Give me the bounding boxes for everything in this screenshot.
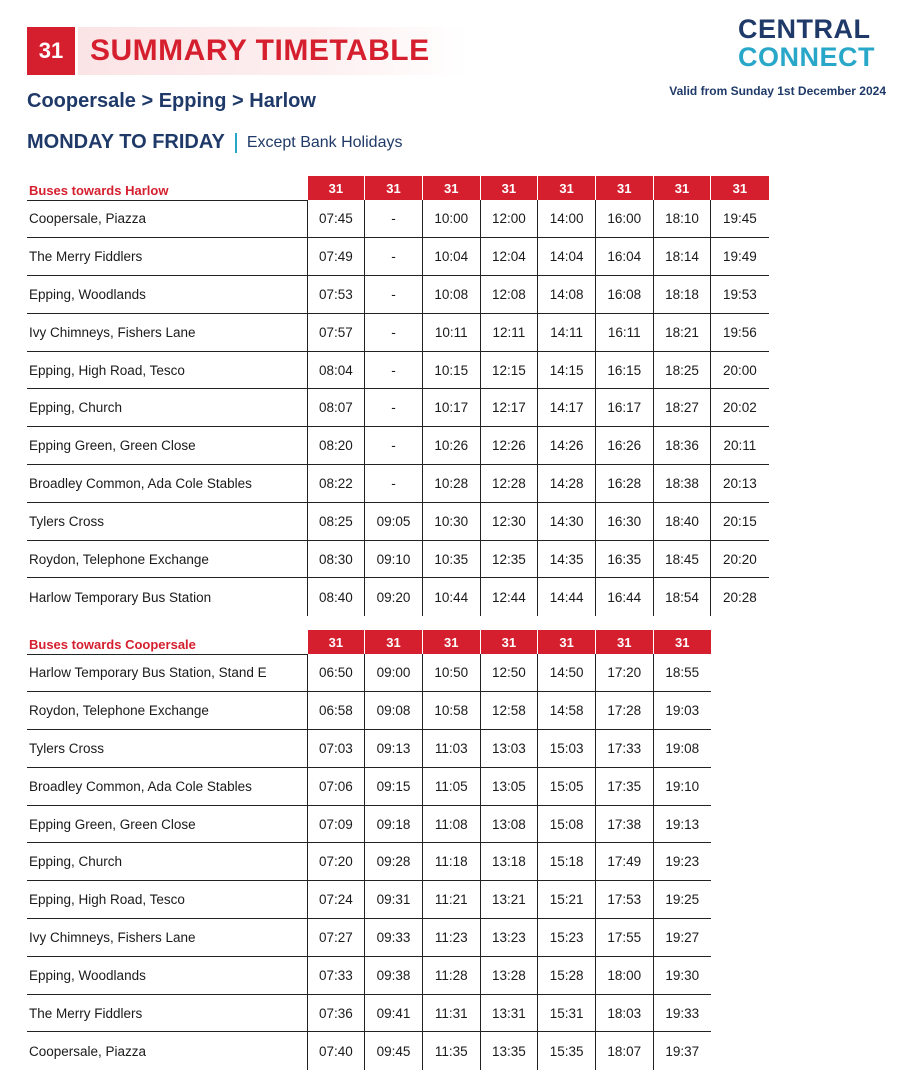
departure-time: 13:21 xyxy=(480,881,538,919)
departure-time: 14:15 xyxy=(538,351,596,389)
departure-time: 09:08 xyxy=(365,692,423,730)
stop-name: Tylers Cross xyxy=(27,502,307,540)
table-row xyxy=(27,956,711,994)
departure-time: 10:04 xyxy=(422,238,480,276)
departure-time: 16:04 xyxy=(595,238,653,276)
departure-time: 10:08 xyxy=(422,276,480,314)
departure-time: 13:18 xyxy=(480,843,538,881)
stop-name: Harlow Temporary Bus Station, Stand E xyxy=(27,654,307,692)
departure-time: 15:23 xyxy=(538,919,596,957)
stop-name: Epping Green, Green Close xyxy=(27,427,307,465)
departure-time: 10:44 xyxy=(422,578,480,616)
departure-time: - xyxy=(365,351,423,389)
departure-time: 12:58 xyxy=(480,692,538,730)
table-row xyxy=(27,427,769,465)
departure-time: 06:58 xyxy=(307,692,365,730)
departure-time: 07:40 xyxy=(307,1032,365,1070)
departure-time: 13:28 xyxy=(480,956,538,994)
departure-time: - xyxy=(365,465,423,503)
departure-time: 16:00 xyxy=(595,200,653,238)
table-heading: Buses towards Coopersale xyxy=(27,630,307,654)
departure-time: 13:05 xyxy=(480,767,538,805)
departure-time: 19:33 xyxy=(653,994,711,1032)
logo-line-2: CONNECT xyxy=(738,42,875,72)
table-heading: Buses towards Harlow xyxy=(27,176,307,200)
departure-time: 07:57 xyxy=(307,313,365,351)
table-row xyxy=(27,389,769,427)
departure-time: 18:07 xyxy=(595,1032,653,1070)
departure-time: 11:31 xyxy=(422,994,480,1032)
departure-time: 16:35 xyxy=(595,540,653,578)
departure-time: 19:49 xyxy=(711,238,769,276)
departure-time: 14:17 xyxy=(538,389,596,427)
departure-time: 19:37 xyxy=(653,1032,711,1070)
departure-time: 10:17 xyxy=(422,389,480,427)
departure-time: 11:21 xyxy=(422,881,480,919)
departure-time: 18:38 xyxy=(653,465,711,503)
departure-time: 18:18 xyxy=(653,276,711,314)
departure-time: 18:10 xyxy=(653,200,711,238)
table-row xyxy=(27,994,711,1032)
departure-time: - xyxy=(365,276,423,314)
departure-time: 07:45 xyxy=(307,200,365,238)
timetable-towards-harlow xyxy=(27,176,769,616)
departure-time: 18:00 xyxy=(595,956,653,994)
departure-time: 14:04 xyxy=(538,238,596,276)
departure-time: 07:20 xyxy=(307,843,365,881)
departure-time: 14:11 xyxy=(538,313,596,351)
departure-time: 20:15 xyxy=(711,502,769,540)
departure-time: 07:03 xyxy=(307,730,365,768)
departure-time: 10:50 xyxy=(422,654,480,692)
table-row xyxy=(27,502,769,540)
departure-time: 09:10 xyxy=(365,540,423,578)
table-row xyxy=(27,881,711,919)
stop-name: Broadley Common, Ada Cole Stables xyxy=(27,767,307,805)
service-number-header: 31 xyxy=(422,630,480,654)
route-number-badge: 31 xyxy=(27,27,75,75)
page-title: SUMMARY TIMETABLE xyxy=(90,34,430,67)
stop-name: Roydon, Telephone Exchange xyxy=(27,692,307,730)
departure-time: 17:35 xyxy=(595,767,653,805)
table-row xyxy=(27,276,769,314)
service-number-header: 31 xyxy=(480,630,538,654)
departure-time: 16:26 xyxy=(595,427,653,465)
departure-time: 08:22 xyxy=(307,465,365,503)
departure-time: 18:25 xyxy=(653,351,711,389)
departure-time: 10:00 xyxy=(422,200,480,238)
table-row xyxy=(27,767,711,805)
departure-time: 09:38 xyxy=(365,956,423,994)
departure-time: 15:31 xyxy=(538,994,596,1032)
departure-time: 12:26 xyxy=(480,427,538,465)
departure-time: 10:35 xyxy=(422,540,480,578)
table-row xyxy=(27,465,769,503)
departure-time: 15:35 xyxy=(538,1032,596,1070)
departure-time: 08:30 xyxy=(307,540,365,578)
departure-time: 09:15 xyxy=(365,767,423,805)
departure-time: 11:05 xyxy=(422,767,480,805)
departure-time: 07:09 xyxy=(307,805,365,843)
days-note: Except Bank Holidays xyxy=(246,133,403,151)
service-number-header: 31 xyxy=(538,630,596,654)
departure-time: 15:18 xyxy=(538,843,596,881)
departure-time: 20:11 xyxy=(711,427,769,465)
departure-time: 16:28 xyxy=(595,465,653,503)
title-band xyxy=(78,27,468,75)
departure-time: 18:36 xyxy=(653,427,711,465)
departure-time: - xyxy=(365,389,423,427)
departure-time: - xyxy=(365,238,423,276)
days-separator xyxy=(235,133,237,153)
table-row xyxy=(27,351,769,389)
table-row xyxy=(27,919,711,957)
service-number-header: 31 xyxy=(365,176,423,200)
departure-time: 11:08 xyxy=(422,805,480,843)
stop-name: The Merry Fiddlers xyxy=(27,994,307,1032)
departure-time: 10:58 xyxy=(422,692,480,730)
table-row xyxy=(27,238,769,276)
departure-time: 09:20 xyxy=(365,578,423,616)
logo-line-1: CENTRAL xyxy=(738,14,871,44)
departure-time: 15:21 xyxy=(538,881,596,919)
service-number-header: 31 xyxy=(653,630,711,654)
departure-time: 09:18 xyxy=(365,805,423,843)
stop-name: Broadley Common, Ada Cole Stables xyxy=(27,465,307,503)
days-heading xyxy=(27,131,402,154)
departure-time: 09:00 xyxy=(365,654,423,692)
departure-time: 09:45 xyxy=(365,1032,423,1070)
table-row xyxy=(27,578,769,616)
departure-time: 19:45 xyxy=(711,200,769,238)
service-number-header: 31 xyxy=(307,630,365,654)
table-row xyxy=(27,540,769,578)
stop-name: Epping, Woodlands xyxy=(27,956,307,994)
departure-time: 15:28 xyxy=(538,956,596,994)
table-row xyxy=(27,730,711,768)
departure-time: 17:49 xyxy=(595,843,653,881)
departure-time: 14:35 xyxy=(538,540,596,578)
departure-time: 13:35 xyxy=(480,1032,538,1070)
departure-time: 06:50 xyxy=(307,654,365,692)
departure-time: 20:13 xyxy=(711,465,769,503)
departure-time: 15:03 xyxy=(538,730,596,768)
stop-name: Roydon, Telephone Exchange xyxy=(27,540,307,578)
departure-time: 20:20 xyxy=(711,540,769,578)
departure-time: 09:05 xyxy=(365,502,423,540)
departure-time: 18:14 xyxy=(653,238,711,276)
departure-time: 14:58 xyxy=(538,692,596,730)
departure-time: 14:28 xyxy=(538,465,596,503)
departure-time: 13:08 xyxy=(480,805,538,843)
stop-name: The Merry Fiddlers xyxy=(27,238,307,276)
departure-time: 18:55 xyxy=(653,654,711,692)
stop-name: Coopersale, Piazza xyxy=(29,1043,147,1059)
departure-time: 18:45 xyxy=(653,540,711,578)
departure-time: 11:23 xyxy=(422,919,480,957)
departure-time: 19:27 xyxy=(653,919,711,957)
departure-time: 12:11 xyxy=(480,313,538,351)
departure-time: 14:44 xyxy=(538,578,596,616)
departure-time: 08:04 xyxy=(307,351,365,389)
stop-name: Epping Green, Green Close xyxy=(27,805,307,843)
departure-time: 14:26 xyxy=(538,427,596,465)
stop-name: Ivy Chimneys, Fishers Lane xyxy=(27,313,307,351)
departure-time: 13:23 xyxy=(480,919,538,957)
departure-time: 07:36 xyxy=(307,994,365,1032)
departure-time: 10:15 xyxy=(422,351,480,389)
departure-time: 18:40 xyxy=(653,502,711,540)
stop-name: Epping, Church xyxy=(27,389,307,427)
departure-time: 07:27 xyxy=(307,919,365,957)
departure-time: 19:10 xyxy=(653,767,711,805)
departure-time: 18:03 xyxy=(595,994,653,1032)
table-row xyxy=(27,200,769,238)
departure-time: - xyxy=(365,427,423,465)
service-number-header: 31 xyxy=(480,176,538,200)
stop-name: Harlow Temporary Bus Station xyxy=(29,589,212,605)
departure-time: 17:55 xyxy=(595,919,653,957)
stop-name: Coopersale, Piazza xyxy=(27,200,307,238)
central-connect-logo xyxy=(736,14,886,74)
departure-time: 15:08 xyxy=(538,805,596,843)
departure-time: 14:50 xyxy=(538,654,596,692)
departure-time: 12:30 xyxy=(480,502,538,540)
table-row xyxy=(27,843,711,881)
departure-time: 08:40 xyxy=(307,578,365,616)
service-number-header: 31 xyxy=(653,176,711,200)
departure-time: 14:08 xyxy=(538,276,596,314)
departure-time: 08:25 xyxy=(307,502,365,540)
stop-name: Epping, Woodlands xyxy=(27,276,307,314)
departure-time: 16:08 xyxy=(595,276,653,314)
departure-time: 18:54 xyxy=(653,578,711,616)
departure-time: 11:18 xyxy=(422,843,480,881)
service-number-header: 31 xyxy=(538,176,596,200)
service-number-header: 31 xyxy=(711,176,769,200)
departure-time: 19:08 xyxy=(653,730,711,768)
departure-time: 08:07 xyxy=(307,389,365,427)
service-number-header: 31 xyxy=(595,630,653,654)
departure-time: 18:21 xyxy=(653,313,711,351)
departure-time: 07:49 xyxy=(307,238,365,276)
departure-time: 11:03 xyxy=(422,730,480,768)
departure-time: 12:04 xyxy=(480,238,538,276)
departure-time: - xyxy=(365,200,423,238)
stop-name: Tylers Cross xyxy=(27,730,307,768)
departure-time: 16:30 xyxy=(595,502,653,540)
departure-time: 07:53 xyxy=(307,276,365,314)
departure-time: 20:00 xyxy=(711,351,769,389)
departure-time: 09:33 xyxy=(365,919,423,957)
departure-time: 16:17 xyxy=(595,389,653,427)
departure-time: 17:28 xyxy=(595,692,653,730)
departure-time: 10:30 xyxy=(422,502,480,540)
departure-time: 08:20 xyxy=(307,427,365,465)
departure-time: 14:00 xyxy=(538,200,596,238)
departure-time: 12:08 xyxy=(480,276,538,314)
table-row xyxy=(27,654,711,692)
departure-time: 09:28 xyxy=(365,843,423,881)
stop-name: Epping, High Road, Tesco xyxy=(27,351,307,389)
departure-time: 07:33 xyxy=(307,956,365,994)
departure-time: 19:23 xyxy=(653,843,711,881)
departure-time: 12:35 xyxy=(480,540,538,578)
departure-time: 12:00 xyxy=(480,200,538,238)
departure-time: 10:28 xyxy=(422,465,480,503)
departure-time: 09:41 xyxy=(365,994,423,1032)
days-label: MONDAY TO FRIDAY xyxy=(27,131,225,153)
table-row xyxy=(27,313,769,351)
table-row xyxy=(27,805,711,843)
departure-time: 07:06 xyxy=(307,767,365,805)
stop-name: Epping, High Road, Tesco xyxy=(27,881,307,919)
departure-time: 17:53 xyxy=(595,881,653,919)
departure-time: 11:28 xyxy=(422,956,480,994)
departure-time: 18:27 xyxy=(653,389,711,427)
departure-time: 12:17 xyxy=(480,389,538,427)
departure-time: 19:13 xyxy=(653,805,711,843)
departure-time: 09:13 xyxy=(365,730,423,768)
departure-time: 15:05 xyxy=(538,767,596,805)
departure-time: 16:44 xyxy=(595,578,653,616)
departure-time: 12:28 xyxy=(480,465,538,503)
departure-time: 13:03 xyxy=(480,730,538,768)
departure-time: 14:30 xyxy=(538,502,596,540)
service-number-header: 31 xyxy=(307,176,365,200)
service-number-header: 31 xyxy=(422,176,480,200)
stop-name: Ivy Chimneys, Fishers Lane xyxy=(27,919,307,957)
departure-time: 09:31 xyxy=(365,881,423,919)
service-number-header: 31 xyxy=(365,630,423,654)
route-line: Coopersale > Epping > Harlow xyxy=(27,90,316,112)
departure-time: 12:44 xyxy=(480,578,538,616)
departure-time: 12:50 xyxy=(480,654,538,692)
departure-time: 19:25 xyxy=(653,881,711,919)
departure-time: 19:03 xyxy=(653,692,711,730)
departure-time: 19:53 xyxy=(711,276,769,314)
departure-time: 13:31 xyxy=(480,994,538,1032)
departure-time: 19:56 xyxy=(711,313,769,351)
departure-time: 20:02 xyxy=(711,389,769,427)
departure-time: - xyxy=(365,313,423,351)
departure-time: 16:11 xyxy=(595,313,653,351)
departure-time: 10:26 xyxy=(422,427,480,465)
departure-time: 12:15 xyxy=(480,351,538,389)
departure-time: 19:30 xyxy=(653,956,711,994)
departure-time: 17:20 xyxy=(595,654,653,692)
departure-time: 17:33 xyxy=(595,730,653,768)
departure-time: 11:35 xyxy=(422,1032,480,1070)
departure-time: 16:15 xyxy=(595,351,653,389)
timetable-towards-coopersale xyxy=(27,630,711,1070)
table-row xyxy=(27,692,711,730)
table-row xyxy=(27,1032,711,1070)
service-number-header: 31 xyxy=(595,176,653,200)
departure-time: 10:11 xyxy=(422,313,480,351)
departure-time: 17:38 xyxy=(595,805,653,843)
stop-name: Epping, Church xyxy=(27,843,307,881)
valid-from: Valid from Sunday 1st December 2024 xyxy=(669,84,886,98)
departure-time: 07:24 xyxy=(307,881,365,919)
departure-time: 20:28 xyxy=(711,578,769,616)
